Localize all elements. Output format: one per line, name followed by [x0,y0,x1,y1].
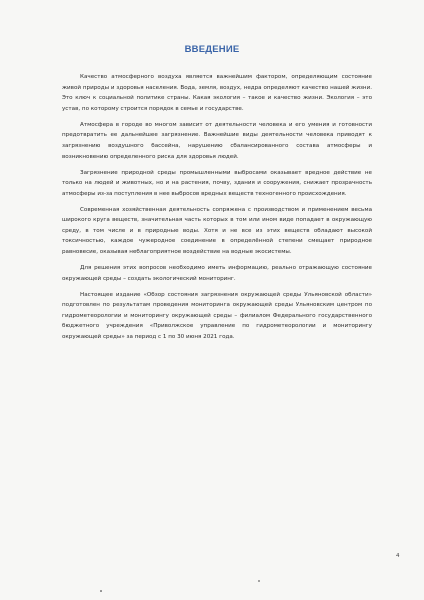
scan-speck [258,580,260,582]
paragraph-6: Настоящее издание «Обзор состояния загрязнения окружающей среды Ульяновской области» подготовлен по результатам проведения мониторинга окружающей среды Ульяновским центром по гидрометеорологии и мониторингу окружающей среды – филиалом Федерального государственного бюджетного учреждения «Приволжское управление по гидрометеорологии и мониторингу окружающей среды» за период с 1 по 30 июня 2021 года. [62,291,372,341]
page-number: 4 [396,553,400,559]
scan-speck [100,590,102,592]
section-title: ВВЕДЕНИЕ [184,44,240,55]
paragraph-3: Загрязнение природной среды промышленными выбросами оказывает вредное действие не только на людей и животных, но и на растения, почву, здания и сооружения, снижает прозрачность атмосферы из-за поступления в нее выбросов вредных веществ техногенного происхождения. [62,169,372,197]
paragraph-5: Для решения этих вопросов необходимо иметь информацию, реально отражающую состояние окружающей среды – создать экологический мониторинг. [62,265,372,282]
paragraph-4: Современная хозяйственная деятельность сопряжена с производством и применением весьма широкого круга веществ, значительная часть которых в том или ином виде попадает в окружающую среду, в том числе и в природные воды. Хотя и не все из этих веществ обладают высокой токсичностью, каждое чужеродное соединение в определённой степени смещает природное равновесие, оказывая неблагоприятное воздействие на водные экосистемы. [62,206,372,256]
body-text [62,72,372,348]
paragraph-2: Атмосфера в городе во многом зависит от деятельности человека и его умения и готовности предотвратить ее дальнейшее загрязнение. Важнейшие виды деятельности человека приводят к загрязнению воздушного бассейна, нарушению сбалансированного состава атмосферы и возникновению определенного риска для здоровья людей. [62,121,372,160]
paragraph-1: Качество атмосферного воздуха является важнейшим фактором, определяющим состояние живой природы и здоровья населения. Вода, земля, воздух, недра определяют качество нашей жизни. Это ключ к социальной политике страны. Какая экология – такое и качество жизни. Экология – это устав, по которому строится порядок в семье и государстве. [62,74,372,112]
